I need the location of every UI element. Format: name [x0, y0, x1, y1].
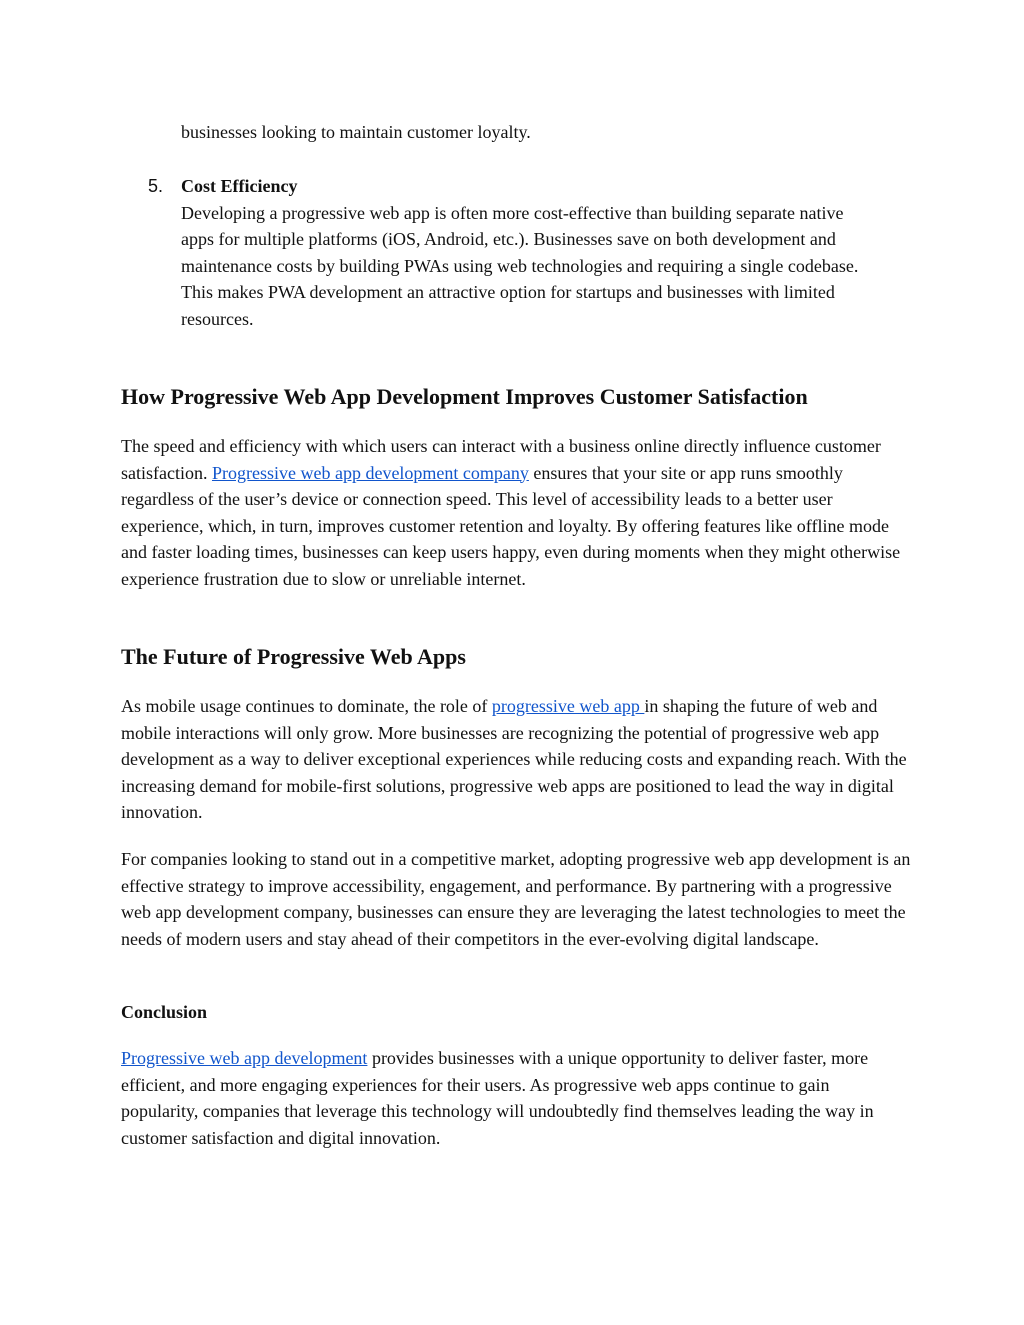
- paragraph-text: provides businesses with a unique opportunity to deliver faster, more efficient, and more engaging experiences for their users. As progressive web apps continue to gain popularity, companies that leverage this technology will undoubtedly find themselves leading the way in customer satisfaction and digital innovation.: [121, 1048, 874, 1148]
- heading-conclusion: Conclusion: [121, 1002, 208, 1022]
- heading-future-of-pwa: The Future of Progressive Web Apps: [121, 644, 466, 669]
- paragraph-text: The speed and efficiency with which users can interact with a business online directly influence customer satisfaction.: [121, 436, 881, 483]
- paragraph-future-2: For companies looking to stand out in a competitive market, adopting progressive web app development is an effective strategy to improve accessibility, engagement, and performance. By partnering with a progressive web app development company, businesses can ensure they are leveraging the latest technologies to meet the needs of modern users and stay ahead of their competitors in the ever-evolving digital landscape.: [121, 849, 911, 949]
- paragraph-text: in shaping the future of web and mobile interactions will only grow. More businesses are recognizing the potential of progressive web app development as a way to deliver exceptional experiences while reducing costs and expanding reach. With the increasing demand for mobile-first solutions, progressive web apps are positioned to lead the way in digital innovation.: [121, 696, 907, 823]
- pwa-development-company-link[interactable]: Progressive web app development company: [211, 462, 529, 483]
- list-item-text: Developing a progressive web app is often more cost-effective than building separate native apps for multiple platforms (iOS, Android, etc.). Businesses save on both development and maintenance costs by building PWAs using web technologies and requiring a single codebase. This makes PWA development an attractive option for startups and businesses with limited resources.: [181, 202, 859, 329]
- heading-customer-satisfaction: How Progressive Web App Development Improves Customer Satisfaction: [121, 384, 808, 409]
- paragraph-text: ensures that your site or app runs smoothly regardless of the user’s device or connection speed. This level of accessibility leads to a better user experience, which, in turn, improves customer retention and loyalty. By offering features like offline mode and faster loading times, businesses can keep users happy, even during moments when they might otherwise experience frustration due to slow or unreliable internet.: [121, 462, 901, 589]
- pwa-development-link[interactable]: Progressive web app development: [121, 1048, 368, 1068]
- list-item-body: [181, 173, 871, 333]
- paragraph-conclusion: [121, 1045, 911, 1151]
- paragraph-text: As mobile usage continues to dominate, the role of: [121, 696, 492, 716]
- list-item-title: Cost Efficiency: [181, 176, 298, 196]
- continuation-text: businesses looking to maintain customer loyalty.: [181, 122, 531, 142]
- paragraph-customer-satisfaction: [121, 433, 911, 593]
- list-number: 5.: [148, 176, 164, 196]
- progressive-web-app-link[interactable]: progressive web app: [491, 696, 645, 716]
- paragraph-future-1: [121, 693, 911, 826]
